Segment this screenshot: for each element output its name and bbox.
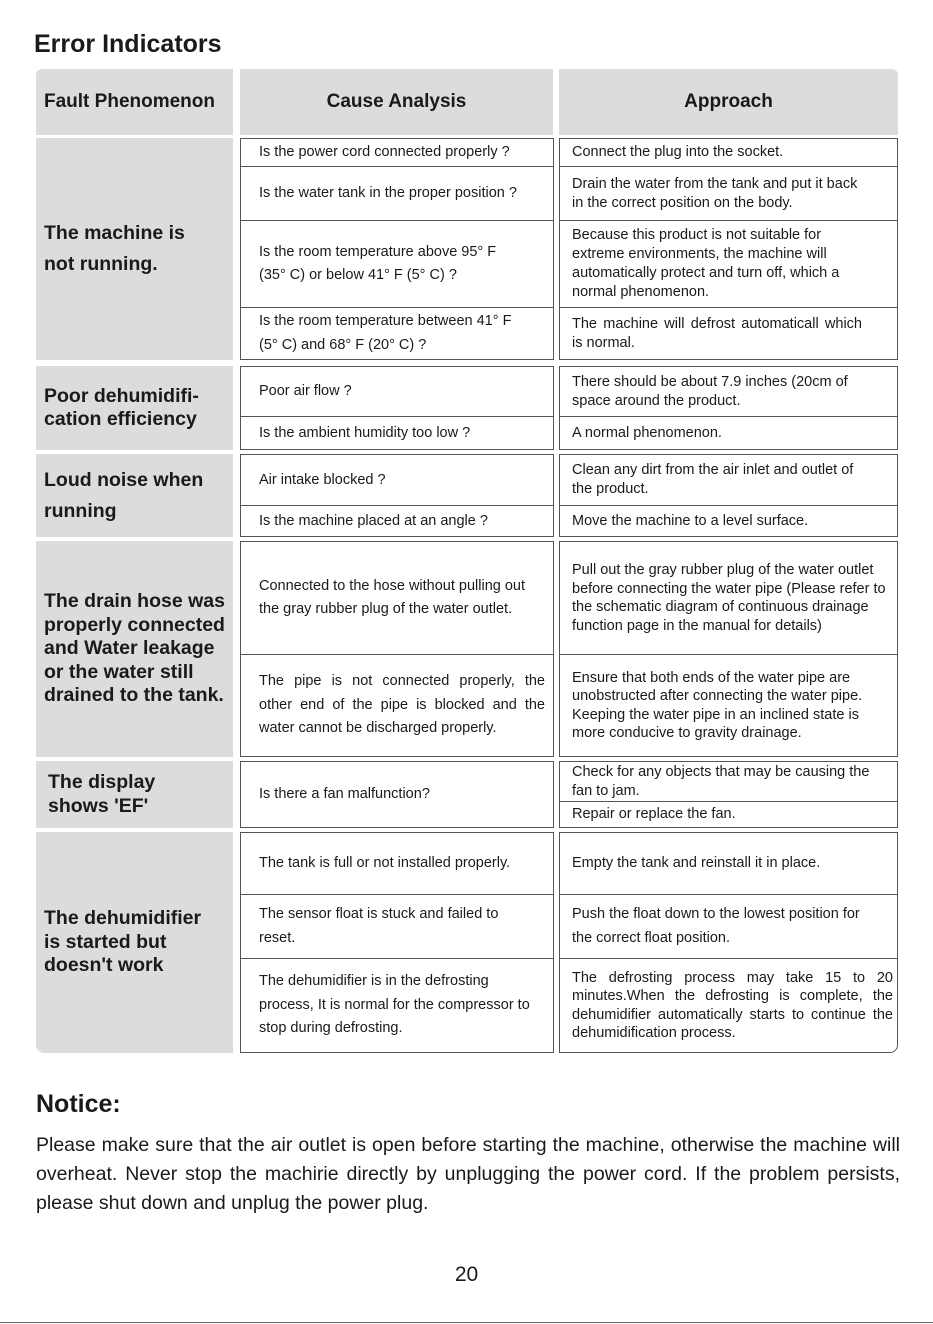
cause-text: Is the water tank in the proper position ?: [259, 185, 517, 201]
cause-text: Is the room temperature between 41° F (5° C) and 68° F (20° C) ?: [259, 313, 512, 353]
cause-cell: [240, 832, 554, 895]
page-title: Error Indicators: [34, 30, 222, 58]
cause-cell: [240, 761, 554, 828]
cause-cell: [240, 166, 554, 221]
header-fault-phenomenon: Fault Phenomenon: [36, 69, 233, 135]
approach-text: Check for any objects that may be causing the fan to jam.: [572, 764, 870, 799]
cause-text: Air intake blocked ?: [259, 471, 386, 488]
approach-cell: [559, 454, 898, 506]
cause-text: Is the ambient humidity too low ?: [259, 424, 471, 441]
fault-label: The display shows 'EF': [48, 771, 156, 817]
approach-cell: [559, 958, 898, 1053]
fault-label: Loud noise when running: [44, 468, 204, 522]
approach-text: Move the machine to a level surface.: [572, 512, 809, 529]
cause-text: Is the machine placed at an angle ?: [259, 512, 488, 529]
notice-body: Please make sure that the air outlet is open before starting the machine, otherwise the machine will overheat. Never stop the machirie directly by unplugging the power cord. If the problem persists, please shut down and unplug the power plug.: [36, 1134, 900, 1214]
approach-text: There should be about 7.9 inches (20cm of space around the product.: [572, 373, 848, 409]
cause-text: The tank is full or not installed properly.: [259, 855, 511, 871]
fault-machine-not-running: [36, 138, 233, 360]
approach-cell: [559, 541, 898, 655]
cause-cell: [240, 454, 554, 506]
cause-text: Is the room temperature above 95° F (35° C) or below 41° F (5° C) ?: [259, 243, 497, 283]
page-number: 20: [454, 1263, 479, 1286]
cause-cell: [240, 894, 554, 959]
fault-loud-noise: [36, 454, 233, 537]
cause-cell: [240, 220, 554, 308]
approach-cell: [559, 761, 898, 802]
approach-cell: [559, 366, 898, 417]
approach-text: Clean any dirt from the air inlet and outlet of the product.: [572, 462, 854, 497]
approach-cell: [559, 801, 898, 828]
cause-cell: [240, 654, 554, 757]
approach-text: Connect the plug into the socket.: [572, 144, 784, 160]
approach-cell: [559, 832, 898, 895]
approach-cell: [559, 166, 898, 221]
approach-cell: [559, 654, 898, 757]
fault-poor-dehumidification: [36, 366, 233, 450]
notice-title: Notice:: [36, 1090, 121, 1118]
cause-text: The pipe is not connected properly, the other end of the pipe is blocked and the water cannot be discharged properly.: [259, 673, 545, 737]
approach-text: Drain the water from the tank and put it back in the correct position on the body.: [572, 175, 858, 211]
cause-cell: [240, 138, 554, 167]
approach-text: Ensure that both ends of the water pipe are unobstructed after connecting the water pipe. Keeping the water pipe in an inclined state is more conducive to gravity drainage.: [572, 669, 863, 741]
header-cause-analysis: Cause Analysis: [240, 69, 553, 135]
fault-label: Poor dehumidifi- cation efficiency: [44, 384, 199, 430]
cause-cell: [240, 366, 554, 417]
cause-text: The dehumidifier is in the defrosting process, It is normal for the compressor to stop during defrosting.: [259, 973, 530, 1037]
approach-cell: [559, 220, 898, 308]
cause-cell: [240, 416, 554, 450]
approach-cell: [559, 894, 898, 959]
cause-cell: [240, 541, 554, 655]
approach-text: Empty the tank and reinstall it in place.: [572, 855, 821, 871]
approach-text: Because this product is not suitable for extreme environments, the machine will automatically protect and turn off, which a normal phenomenon.: [572, 227, 840, 300]
fault-label: The machine is not running.: [44, 222, 185, 275]
bottom-rule: [0, 1322, 933, 1323]
cause-text: The sensor float is stuck and failed to reset.: [259, 906, 499, 946]
approach-text: The machine will defrost automaticall which is normal.: [572, 315, 862, 351]
approach-cell: [559, 416, 898, 450]
fault-drain-hose-leakage: [36, 541, 233, 757]
approach-text: Pull out the gray rubber plug of the water outlet before connecting the water pipe (Please refer to the schematic diagram of continuous drainage function page in the manual for details): [572, 562, 886, 634]
cause-text: Connected to the hose without pulling out the gray rubber plug of the water outlet.: [259, 577, 526, 617]
fault-label: The dehumidifier is started but doesn't work: [44, 907, 202, 977]
fault-label: The drain hose was properly connected and Water leakage or the water still drained to the tank.: [44, 590, 225, 707]
cause-text: Is there a fan malfunction?: [259, 786, 430, 802]
cause-cell: [240, 505, 554, 537]
approach-text: Repair or replace the fan.: [572, 806, 736, 822]
header-approach: Approach: [559, 69, 898, 135]
approach-cell: [559, 138, 898, 167]
cause-cell: [240, 958, 554, 1053]
cause-cell: [240, 307, 554, 360]
approach-cell: [559, 505, 898, 537]
approach-text: The defrosting process may take 15 to 20 minutes.When the defrosting is complete, the dehumidifier automatically starts to continue the dehumidification process.: [572, 969, 893, 1041]
approach-text: A normal phenomenon.: [572, 424, 722, 441]
fault-display-ef: [36, 761, 233, 828]
cause-text: Poor air flow ?: [259, 383, 352, 399]
cause-text: Is the power cord connected properly ?: [259, 144, 510, 160]
approach-text: Push the float down to the lowest position for the correct float position.: [572, 906, 860, 946]
approach-cell: [559, 307, 898, 360]
fault-started-but-not-working: [36, 832, 233, 1053]
